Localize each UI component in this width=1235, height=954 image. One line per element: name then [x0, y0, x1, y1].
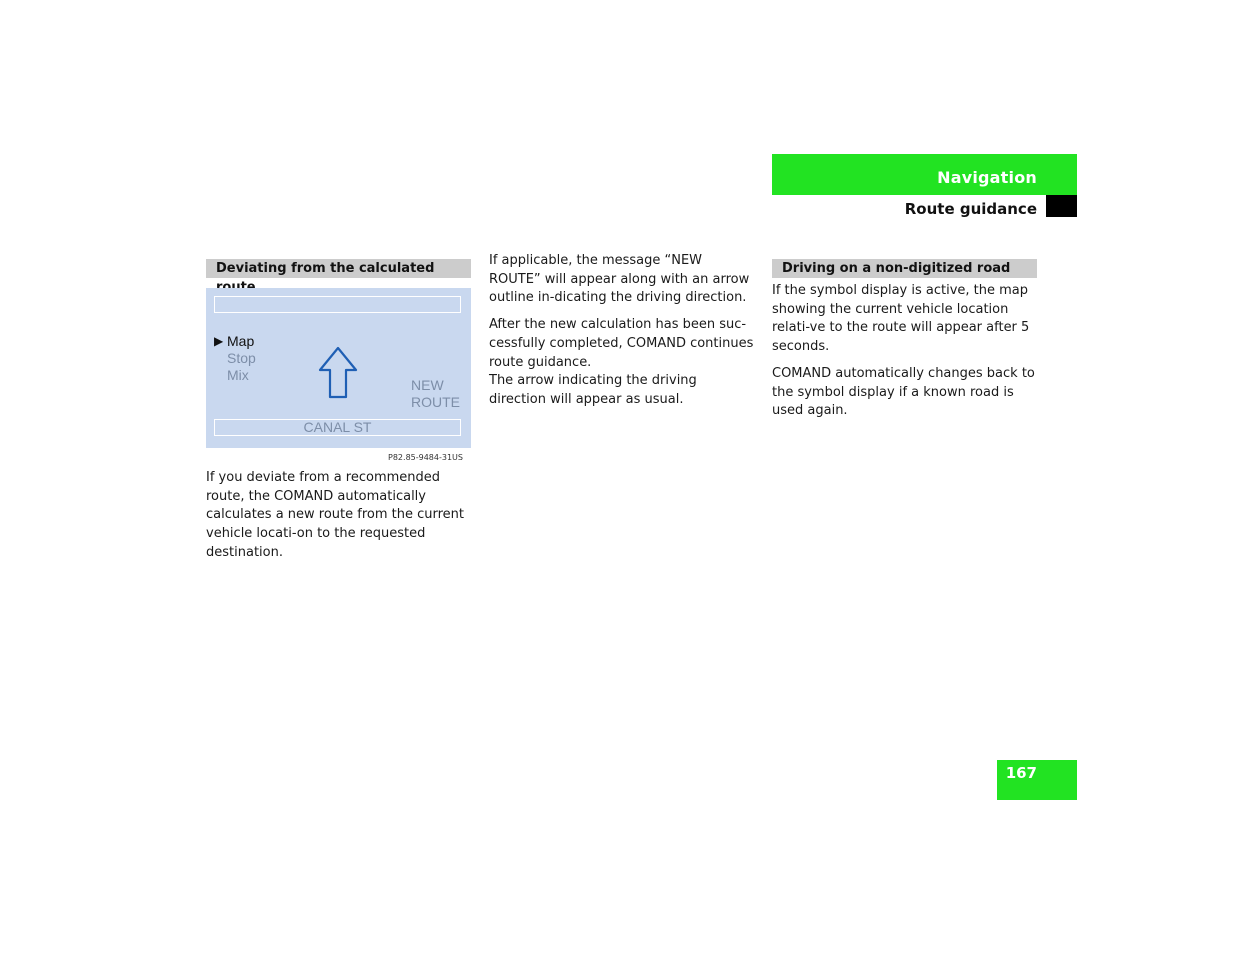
right-body-text	[772, 282, 1042, 421]
right-paragraph-1: If the symbol display is active, the map showing the current vehicle location relati-ve to the route will appear after 5 seconds.	[772, 283, 1030, 355]
display-top-bar	[214, 296, 461, 313]
right-section-heading: Driving on a non-digitized road	[772, 259, 1037, 278]
menu-item-map: ▶ Map	[214, 333, 255, 349]
display-menu	[214, 333, 256, 384]
thumb-tab-marker	[1046, 195, 1077, 217]
left-body-text: If you deviate from a recommended route, the COMAND automatically calculates a new route from the current vehicle locati-on to the requested destination.	[206, 470, 465, 560]
menu-item-stop: Stop	[227, 350, 256, 366]
page-number: 167	[1005, 764, 1037, 782]
section-header-bar	[772, 154, 1077, 195]
middle-paragraph-1: If applicable, the message “NEW ROUTE” will appear along with an arrow outline in-dicating the driving direction.	[489, 253, 750, 306]
menu-item-mix: Mix	[227, 367, 249, 383]
middle-body-text	[489, 252, 757, 410]
subsection-title: Route guidance	[904, 200, 1037, 218]
right-paragraph-2: COMAND automatically changes back to the symbol display if a known road is used again.	[772, 365, 1035, 419]
figure-code: P82.85-9484-31US	[388, 453, 463, 462]
page-number-box	[997, 760, 1077, 800]
menu-pointer-icon: ▶	[214, 334, 224, 348]
left-section-heading: Deviating from the calculated	[206, 259, 471, 278]
middle-paragraph-2: After the new calculation has been suc-cessfully completed, COMAND continues route guidance.	[489, 317, 754, 370]
middle-paragraph-3: The arrow indicating the driving direction will appear as usual.	[489, 373, 697, 407]
new-route-message: NEW ROUTE	[411, 377, 460, 410]
section-title: Navigation	[937, 168, 1037, 187]
street-name-bar: CANAL ST	[214, 419, 461, 436]
comand-display-figure	[206, 288, 471, 448]
arrow-up-outline-icon	[318, 346, 358, 400]
